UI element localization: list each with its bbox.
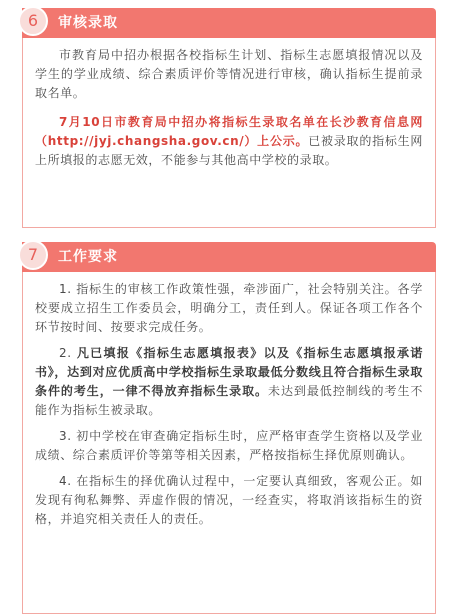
paragraph-text: 未达到最低控制线的考生不能作为指标生被录取。	[35, 384, 423, 417]
section-body	[22, 38, 436, 228]
item-number: 2.	[59, 346, 77, 360]
paragraph	[35, 113, 423, 170]
bold-text: 凡已填报《指标生志愿填报表》以及《指标生志愿填报承诺书》，达到对应优质高中学校指标生录取最低分数线且符合指标生录取条件的考生，一律不得放弃指标生录取。	[35, 346, 423, 398]
section-title: 审核录取	[58, 15, 118, 31]
highlight-text: 7月10日市教育局中招办将指标生录取名单在长沙教育信息网（http://jyj.changsha.gov.cn/）上公示。	[35, 115, 423, 148]
section-body	[22, 272, 436, 614]
section-number-badge: 6	[18, 6, 48, 36]
section-work-requirements	[22, 242, 436, 614]
section-header	[22, 242, 436, 272]
section-review-admission	[22, 8, 436, 228]
list-item: 1. 指标生的审核工作政策性强，牵涉面广，社会特别关注。各学校要成立招生工作委员会，明确分工，责任到人。保证各项工作各个环节按时间、按要求完成任务。	[35, 282, 423, 334]
section-number-badge: 7	[18, 240, 48, 270]
paragraph: 市教育局中招办根据各校指标生计划、指标生志愿填报情况以及学生的学业成绩、综合素质评价等情况进行审核，确认指标生提前录取名单。	[35, 48, 423, 100]
list-item: 3. 初中学校在审查确定指标生时，应严格审查学生资格以及学业成绩、综合素质评价等第等相关因素，严格按指标生择优原则确认。	[35, 429, 423, 462]
section-title: 工作要求	[58, 249, 118, 265]
paragraph-text: 已被录取的指标生网上所填报的志愿无效，不能参与其他高中学校的录取。	[35, 134, 423, 167]
list-item: 4. 在指标生的择优确认过程中，一定要认真细致，客观公正。如发现有徇私舞弊、弄虚作假的情况，一经查实，将取消该指标生的资格，并追究相关责任人的责任。	[35, 474, 423, 526]
list-item	[35, 344, 423, 420]
section-header	[22, 8, 436, 38]
